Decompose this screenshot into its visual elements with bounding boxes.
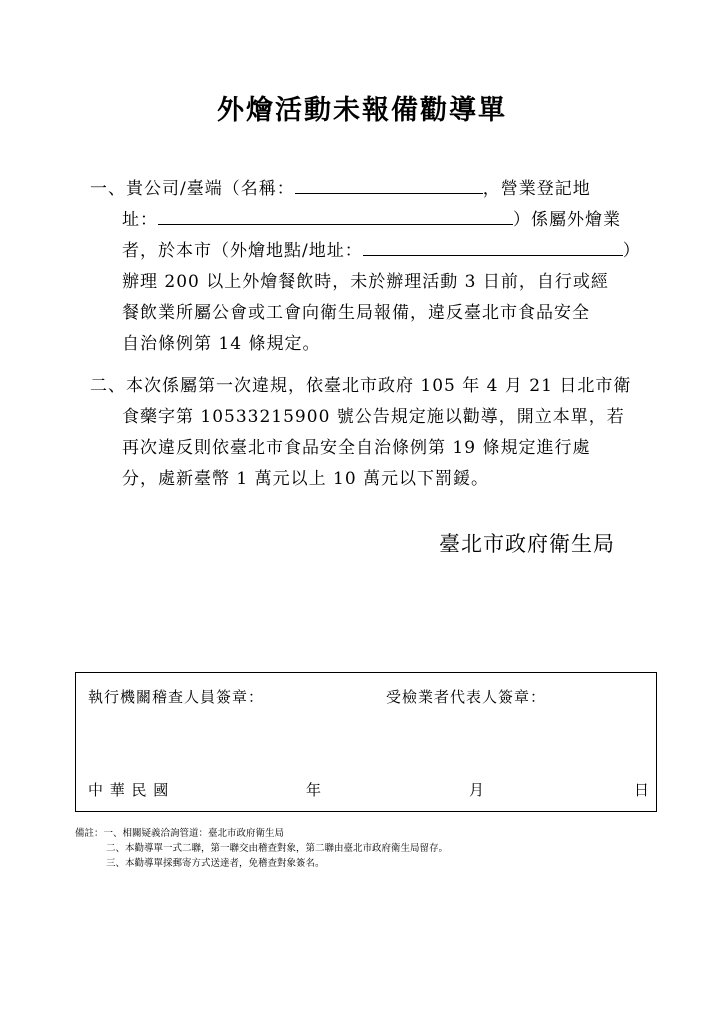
section1-line5: 餐飲業所屬公會或工會向衛生局報備，違反臺北市食品安全 <box>122 303 590 323</box>
section1-line2-suffix: ）係屬外燴業 <box>513 210 621 230</box>
section1-line6: 自治條例第 14 條規定。 <box>122 334 321 354</box>
registered-address-blank[interactable] <box>158 206 513 225</box>
section1-line2 <box>122 205 621 230</box>
section1-line1 <box>90 174 591 199</box>
date-year-label: 年 <box>306 781 323 799</box>
section2-line4: 分，處新臺幣 1 萬元以上 10 萬元以下罰鍰。 <box>122 469 490 489</box>
note-line2: 二、本勸導單一式二聯，第一聯交由稽查對象，第二聯由臺北市政府衛生局留存。 <box>106 843 449 854</box>
issuing-agency: 臺北市政府衛生局 <box>439 532 615 556</box>
representative-signature-label: 受檢業者代表人簽章： <box>386 688 547 706</box>
section2-line2: 食藥字第 10533215900 號公告規定施以勸導，開立本單，若 <box>122 407 625 427</box>
inspector-signature-label: 執行機關稽查人員簽章： <box>88 688 265 706</box>
date-era-label: 中 華 民 國 <box>88 781 170 799</box>
note-line1: 備註：一、相關疑義洽詢管道：臺北市政府衛生局 <box>75 828 285 839</box>
section1-line3 <box>122 236 641 261</box>
document-title: 外燴活動未報備勸導單 <box>217 95 507 126</box>
catering-location-blank[interactable] <box>363 237 623 256</box>
date-day-label: 日 <box>634 781 651 799</box>
section1-line3-suffix: ） <box>622 241 641 261</box>
date-month-label: 月 <box>469 781 486 799</box>
note-line3: 三、本勸導單採郵寄方式送達者，免稽查對象簽名。 <box>106 858 325 869</box>
section1-line1-suffix: ，營業登記地 <box>482 179 591 199</box>
section2-line3: 再次違反則依臺北市食品安全自治條例第 19 條規定進行處 <box>122 438 591 458</box>
company-name-blank[interactable] <box>295 175 483 194</box>
section2-line1: 二、本次係屬第一次違規，依臺北市政府 105 年 4 月 21 日北市衛 <box>90 376 632 396</box>
section1-line2-prefix: 址： <box>122 210 158 230</box>
section1-line4: 辦理 200 以上外燴餐飲時，未於辦理活動 3 日前，自行或經 <box>122 272 609 292</box>
signature-box <box>75 672 657 812</box>
section1-line1-prefix: 一、貴公司/臺端（名稱： <box>90 179 295 199</box>
section1-line3-prefix: 者，於本市（外燴地點/地址： <box>122 241 363 261</box>
